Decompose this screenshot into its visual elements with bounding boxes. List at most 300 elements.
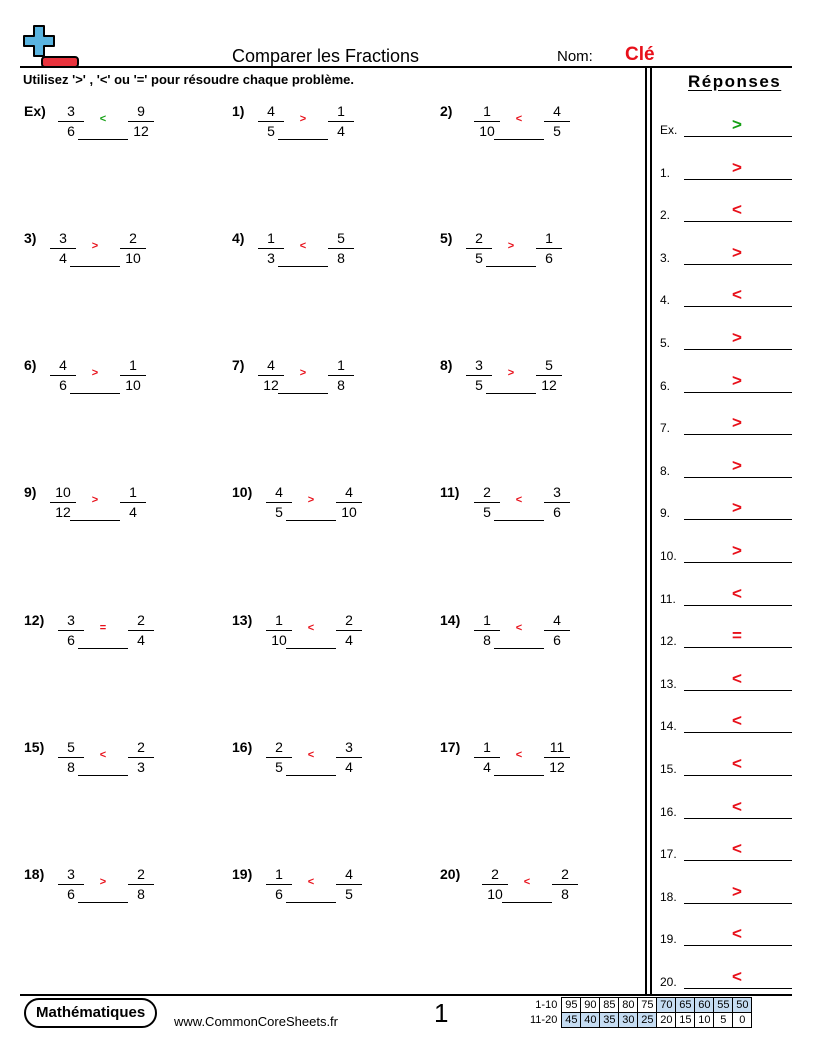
answer-row bbox=[660, 967, 792, 989]
answer-blank bbox=[70, 520, 120, 521]
answer-line bbox=[684, 945, 792, 946]
right-fraction bbox=[120, 484, 146, 521]
denominator: 8 bbox=[483, 632, 491, 648]
problem bbox=[24, 866, 158, 912]
answer-blank bbox=[78, 902, 128, 903]
score-cell: 0 bbox=[733, 1013, 752, 1028]
fraction-bar bbox=[474, 630, 500, 631]
right-fraction bbox=[544, 484, 570, 521]
fraction-bar bbox=[266, 502, 292, 503]
denominator: 5 bbox=[275, 759, 283, 775]
left-fraction bbox=[258, 103, 284, 140]
answer-symbol: < bbox=[732, 285, 742, 305]
answer-blank bbox=[494, 648, 544, 649]
numerator: 2 bbox=[129, 230, 137, 246]
problem bbox=[440, 866, 582, 912]
fraction-bar bbox=[536, 248, 562, 249]
problem-number: 13) bbox=[232, 612, 253, 628]
problem-number: 8) bbox=[440, 357, 453, 373]
fraction-bar bbox=[120, 248, 146, 249]
score-cell: 70 bbox=[657, 998, 676, 1013]
answer-row bbox=[660, 711, 792, 733]
left-fraction bbox=[258, 230, 284, 267]
answer-label: 4. bbox=[660, 293, 671, 308]
answer-row bbox=[660, 669, 792, 691]
problem-number: 17) bbox=[440, 739, 461, 755]
answer-blank bbox=[70, 266, 120, 267]
comparison-symbol: > bbox=[91, 494, 99, 506]
fraction-bar bbox=[336, 630, 362, 631]
numerator: 11 bbox=[549, 739, 565, 755]
denominator: 6 bbox=[67, 886, 75, 902]
fraction-bar bbox=[266, 884, 292, 885]
denominator: 6 bbox=[275, 886, 283, 902]
problem-number: 18) bbox=[24, 866, 45, 882]
left-fraction bbox=[474, 103, 500, 140]
comparison-symbol: > bbox=[299, 113, 307, 125]
answer-label: 8. bbox=[660, 463, 671, 478]
comparison-symbol: < bbox=[515, 622, 523, 634]
answer-row bbox=[660, 797, 792, 819]
problem bbox=[232, 866, 366, 912]
answer-label: 7. bbox=[660, 421, 671, 436]
fraction-bar bbox=[58, 630, 84, 631]
worksheet-title: Comparer les Fractions bbox=[232, 46, 420, 66]
answer-blank bbox=[70, 393, 120, 394]
answer-line bbox=[684, 434, 792, 435]
comparison-symbol: = bbox=[99, 622, 107, 634]
problem bbox=[232, 739, 366, 785]
problem bbox=[24, 357, 150, 403]
left-fraction bbox=[474, 612, 500, 649]
answer-label: 20. bbox=[660, 975, 677, 989]
fraction-bar bbox=[266, 757, 292, 758]
right-fraction bbox=[128, 739, 154, 776]
answer-row bbox=[660, 413, 792, 435]
left-fraction bbox=[266, 612, 292, 649]
numerator: 2 bbox=[275, 739, 283, 755]
answer-symbol: < bbox=[732, 200, 742, 220]
denominator: 5 bbox=[475, 250, 483, 266]
comparison-symbol: > bbox=[91, 240, 99, 252]
answer-symbol: < bbox=[732, 796, 742, 816]
score-cell: 75 bbox=[638, 998, 657, 1013]
problem bbox=[440, 103, 574, 149]
answer-row bbox=[660, 839, 792, 861]
right-fraction bbox=[336, 866, 362, 903]
denominator: 6 bbox=[59, 377, 67, 393]
problem-number: 19) bbox=[232, 866, 253, 882]
answer-line bbox=[684, 860, 792, 861]
numerator: 2 bbox=[137, 866, 145, 882]
problem bbox=[440, 357, 566, 403]
answer-label: 2. bbox=[660, 208, 671, 223]
score-cell: 25 bbox=[638, 1013, 657, 1028]
answer-label: 10. bbox=[660, 549, 677, 563]
left-fraction bbox=[474, 484, 500, 521]
answer-symbol: > bbox=[732, 498, 742, 518]
denominator: 6 bbox=[553, 632, 561, 648]
answer-blank bbox=[278, 139, 328, 140]
numerator: 1 bbox=[483, 739, 491, 755]
answer-blank bbox=[494, 775, 544, 776]
answer-line bbox=[684, 179, 792, 180]
left-fraction bbox=[266, 484, 292, 521]
denominator: 4 bbox=[345, 759, 353, 775]
right-fraction bbox=[128, 612, 154, 649]
numerator: 4 bbox=[267, 103, 275, 119]
answer-symbol: < bbox=[732, 668, 742, 688]
fraction-bar bbox=[552, 884, 578, 885]
fraction-bar bbox=[466, 375, 492, 376]
answer-row bbox=[660, 924, 792, 946]
fraction-bar bbox=[474, 121, 500, 122]
numerator: 3 bbox=[59, 230, 67, 246]
problem bbox=[24, 230, 150, 276]
fraction-bar bbox=[482, 884, 508, 885]
fraction-bar bbox=[544, 630, 570, 631]
answer-line bbox=[684, 562, 792, 563]
comparison-symbol: < bbox=[523, 876, 531, 888]
footer-divider bbox=[20, 994, 792, 996]
problem bbox=[232, 612, 366, 658]
denominator: 4 bbox=[137, 632, 145, 648]
comparison-symbol: > bbox=[507, 367, 515, 379]
left-fraction bbox=[258, 357, 284, 394]
answer-label: Ex. bbox=[660, 123, 678, 137]
left-fraction bbox=[50, 484, 76, 521]
fraction-bar bbox=[258, 375, 284, 376]
answer-row bbox=[660, 243, 792, 265]
fraction-bar bbox=[120, 502, 146, 503]
answer-symbol: > bbox=[732, 413, 742, 433]
answer-row bbox=[660, 882, 792, 904]
problem bbox=[232, 230, 358, 276]
fraction-bar bbox=[58, 757, 84, 758]
answer-line bbox=[684, 690, 792, 691]
answer-symbol: < bbox=[732, 583, 742, 603]
answer-symbol: > bbox=[732, 115, 742, 134]
problem-number: 10) bbox=[232, 484, 253, 500]
fraction-bar bbox=[128, 121, 154, 122]
score-row bbox=[528, 1013, 752, 1028]
answer-blank bbox=[502, 902, 552, 903]
score-cell: 5 bbox=[714, 1013, 733, 1028]
right-fraction bbox=[336, 612, 362, 649]
answer-blank bbox=[486, 266, 536, 267]
problem bbox=[232, 357, 358, 403]
left-fraction bbox=[50, 230, 76, 267]
numerator: 3 bbox=[67, 866, 75, 882]
problem bbox=[24, 484, 150, 530]
score-cell: 50 bbox=[733, 998, 752, 1013]
score-range-label: 11-20 bbox=[530, 1014, 558, 1026]
plus-minus-logo-icon bbox=[22, 24, 80, 68]
numerator: 2 bbox=[137, 739, 145, 755]
denominator: 3 bbox=[267, 250, 275, 266]
comparison-symbol: < bbox=[515, 494, 523, 506]
numerator: 2 bbox=[475, 230, 483, 246]
answer-label: 14. bbox=[660, 719, 677, 734]
answer-line bbox=[684, 647, 792, 648]
answer-symbol: > bbox=[732, 157, 742, 177]
numerator: 4 bbox=[267, 357, 275, 373]
problem-number: 4) bbox=[232, 230, 245, 246]
problem-number: 2) bbox=[440, 103, 453, 119]
fraction-bar bbox=[50, 248, 76, 249]
numerator: 1 bbox=[129, 484, 137, 500]
answer-row bbox=[660, 115, 792, 137]
problem-number: 5) bbox=[440, 230, 453, 246]
right-fraction bbox=[336, 739, 362, 776]
left-fraction bbox=[58, 866, 84, 903]
answer-line bbox=[684, 732, 792, 733]
right-fraction bbox=[128, 866, 154, 903]
answer-blank bbox=[286, 902, 336, 903]
answer-row bbox=[660, 200, 792, 222]
answer-label: 5. bbox=[660, 336, 671, 350]
answer-row bbox=[660, 328, 792, 350]
answer-line bbox=[684, 136, 792, 137]
answer-label: 3. bbox=[660, 250, 671, 265]
fraction-bar bbox=[336, 884, 362, 885]
problem bbox=[440, 484, 574, 530]
answer-symbol: > bbox=[732, 328, 742, 347]
answer-symbol: < bbox=[732, 754, 742, 773]
header-divider bbox=[20, 66, 792, 68]
answer-symbol: < bbox=[732, 967, 742, 986]
fraction-bar bbox=[328, 375, 354, 376]
right-fraction bbox=[328, 103, 354, 140]
answer-row bbox=[660, 371, 792, 393]
problem bbox=[440, 739, 574, 785]
numerator: 1 bbox=[545, 230, 553, 246]
numerator: 2 bbox=[491, 866, 499, 882]
denominator: 6 bbox=[67, 632, 75, 648]
right-fraction bbox=[536, 357, 562, 394]
fraction-bar bbox=[536, 375, 562, 376]
comparison-symbol: > bbox=[99, 876, 107, 888]
problem-number: 3) bbox=[24, 230, 37, 246]
answer-blank bbox=[286, 648, 336, 649]
answer-symbol: < bbox=[732, 711, 742, 731]
answer-blank bbox=[278, 266, 328, 267]
problem-number: 15) bbox=[24, 739, 45, 755]
score-cell: 15 bbox=[676, 1013, 695, 1028]
answer-label: 15. bbox=[660, 762, 677, 776]
answer-blank bbox=[494, 520, 544, 521]
score-cell: 55 bbox=[714, 998, 733, 1013]
problem-number: 6) bbox=[24, 357, 37, 373]
problem-number: 12) bbox=[24, 612, 45, 628]
left-fraction bbox=[466, 230, 492, 267]
denominator: 4 bbox=[59, 250, 67, 266]
answer-row bbox=[660, 158, 792, 180]
left-fraction bbox=[50, 357, 76, 394]
right-fraction bbox=[544, 612, 570, 649]
problem-number: 16) bbox=[232, 739, 253, 755]
answer-blank bbox=[286, 775, 336, 776]
denominator: 5 bbox=[275, 504, 283, 520]
comparison-symbol: < bbox=[515, 749, 523, 761]
left-fraction bbox=[58, 612, 84, 649]
answer-row bbox=[660, 754, 792, 776]
problem bbox=[440, 612, 574, 658]
numerator: 1 bbox=[483, 103, 491, 119]
left-fraction bbox=[466, 357, 492, 394]
answer-label: 16. bbox=[660, 804, 677, 819]
fraction-bar bbox=[128, 757, 154, 758]
right-fraction bbox=[336, 484, 362, 521]
answer-blank bbox=[78, 648, 128, 649]
fraction-bar bbox=[474, 757, 500, 758]
answer-symbol: > bbox=[732, 370, 742, 390]
fraction-bar bbox=[336, 757, 362, 758]
problem bbox=[440, 230, 566, 276]
score-cell: 80 bbox=[619, 998, 638, 1013]
denominator: 8 bbox=[337, 250, 345, 266]
answer-label: 9. bbox=[660, 506, 671, 521]
answer-label: 12. bbox=[660, 634, 677, 649]
fraction-bar bbox=[474, 502, 500, 503]
answer-symbol: > bbox=[732, 541, 742, 560]
comparison-symbol: < bbox=[307, 622, 315, 634]
answer-symbol: > bbox=[732, 881, 742, 901]
answer-line bbox=[684, 519, 792, 520]
denominator: 8 bbox=[67, 759, 75, 775]
comparison-symbol: < bbox=[307, 749, 315, 761]
left-fraction bbox=[482, 866, 508, 903]
right-fraction bbox=[544, 739, 570, 776]
problem bbox=[24, 103, 158, 149]
denominator: 10 bbox=[125, 377, 141, 393]
denominator: 8 bbox=[561, 886, 569, 902]
denominator: 5 bbox=[345, 886, 353, 902]
instructions: Utilisez '>' , '<' ou '=' pour résoudre chaque problème. bbox=[23, 72, 354, 87]
answer-blank bbox=[278, 393, 328, 394]
answer-key-label: Clé bbox=[625, 44, 655, 65]
denominator: 4 bbox=[129, 504, 137, 520]
denominator: 10 bbox=[479, 123, 495, 139]
score-cell: 65 bbox=[676, 998, 695, 1013]
score-cell: 35 bbox=[600, 1013, 619, 1028]
fraction-bar bbox=[328, 248, 354, 249]
numerator: 1 bbox=[337, 103, 345, 119]
denominator: 6 bbox=[67, 123, 75, 139]
numerator: 2 bbox=[345, 612, 353, 628]
answer-blank bbox=[78, 775, 128, 776]
answer-line bbox=[684, 306, 792, 307]
score-cell: 90 bbox=[581, 998, 600, 1013]
denominator: 4 bbox=[483, 759, 491, 775]
right-fraction bbox=[536, 230, 562, 267]
score-cell: 40 bbox=[581, 1013, 600, 1028]
answer-line bbox=[684, 392, 792, 393]
comparison-symbol: < bbox=[307, 876, 315, 888]
numerator: 2 bbox=[137, 612, 145, 628]
answer-symbol: = bbox=[732, 626, 742, 646]
right-fraction bbox=[128, 103, 154, 140]
comparison-symbol: < bbox=[99, 113, 107, 125]
problem bbox=[24, 612, 158, 658]
column-divider-right bbox=[650, 67, 652, 995]
fraction-bar bbox=[544, 757, 570, 758]
fraction-bar bbox=[50, 375, 76, 376]
left-fraction bbox=[58, 103, 84, 140]
problem-number: Ex) bbox=[24, 103, 46, 119]
left-fraction bbox=[266, 739, 292, 776]
denominator: 10 bbox=[271, 632, 287, 648]
fraction-bar bbox=[266, 630, 292, 631]
problem-number: 9) bbox=[24, 484, 37, 500]
comparison-symbol: > bbox=[299, 367, 307, 379]
answer-line bbox=[684, 903, 792, 904]
numerator: 4 bbox=[345, 484, 353, 500]
denominator: 10 bbox=[487, 886, 503, 902]
numerator: 1 bbox=[129, 357, 137, 373]
denominator: 12 bbox=[541, 377, 557, 393]
answer-row bbox=[660, 498, 792, 520]
denominator: 12 bbox=[263, 377, 279, 393]
numerator: 5 bbox=[545, 357, 553, 373]
name-label: Nom: bbox=[557, 48, 593, 65]
answer-label: 17. bbox=[660, 847, 677, 862]
numerator: 3 bbox=[553, 484, 561, 500]
numerator: 5 bbox=[67, 739, 75, 755]
right-fraction bbox=[120, 230, 146, 267]
fraction-bar bbox=[128, 630, 154, 631]
right-fraction bbox=[120, 357, 146, 394]
site-url: www.CommonCoreSheets.fr bbox=[174, 1014, 338, 1029]
fraction-bar bbox=[128, 884, 154, 885]
answer-label: 18. bbox=[660, 889, 677, 904]
answer-row bbox=[660, 285, 792, 307]
answer-line bbox=[684, 818, 792, 819]
answer-row bbox=[660, 584, 792, 606]
column-divider-left bbox=[645, 67, 647, 995]
answer-symbol: > bbox=[732, 455, 742, 475]
answer-label: 11. bbox=[660, 591, 676, 606]
problem-number: 20) bbox=[440, 866, 461, 882]
numerator: 2 bbox=[561, 866, 569, 882]
denominator: 5 bbox=[483, 504, 491, 520]
numerator: 3 bbox=[67, 612, 75, 628]
right-fraction bbox=[552, 866, 578, 903]
fraction-bar bbox=[258, 121, 284, 122]
answer-blank bbox=[494, 139, 544, 140]
numerator: 1 bbox=[483, 612, 491, 628]
denominator: 8 bbox=[137, 886, 145, 902]
right-fraction bbox=[544, 103, 570, 140]
problem-number: 11) bbox=[440, 484, 460, 500]
problem-number: 14) bbox=[440, 612, 461, 628]
denominator: 12 bbox=[133, 123, 149, 139]
answer-line bbox=[684, 988, 792, 989]
problem-number: 7) bbox=[232, 357, 245, 373]
answer-blank bbox=[486, 393, 536, 394]
score-cell: 60 bbox=[695, 998, 714, 1013]
problem bbox=[232, 484, 366, 530]
subject-badge: Mathématiques bbox=[24, 998, 157, 1028]
answer-label: 1. bbox=[660, 165, 671, 180]
fraction-bar bbox=[544, 121, 570, 122]
fraction-bar bbox=[466, 248, 492, 249]
denominator: 3 bbox=[137, 759, 145, 775]
numerator: 1 bbox=[275, 612, 283, 628]
score-row bbox=[528, 998, 752, 1013]
numerator: 10 bbox=[55, 484, 71, 500]
denominator: 6 bbox=[545, 250, 553, 266]
